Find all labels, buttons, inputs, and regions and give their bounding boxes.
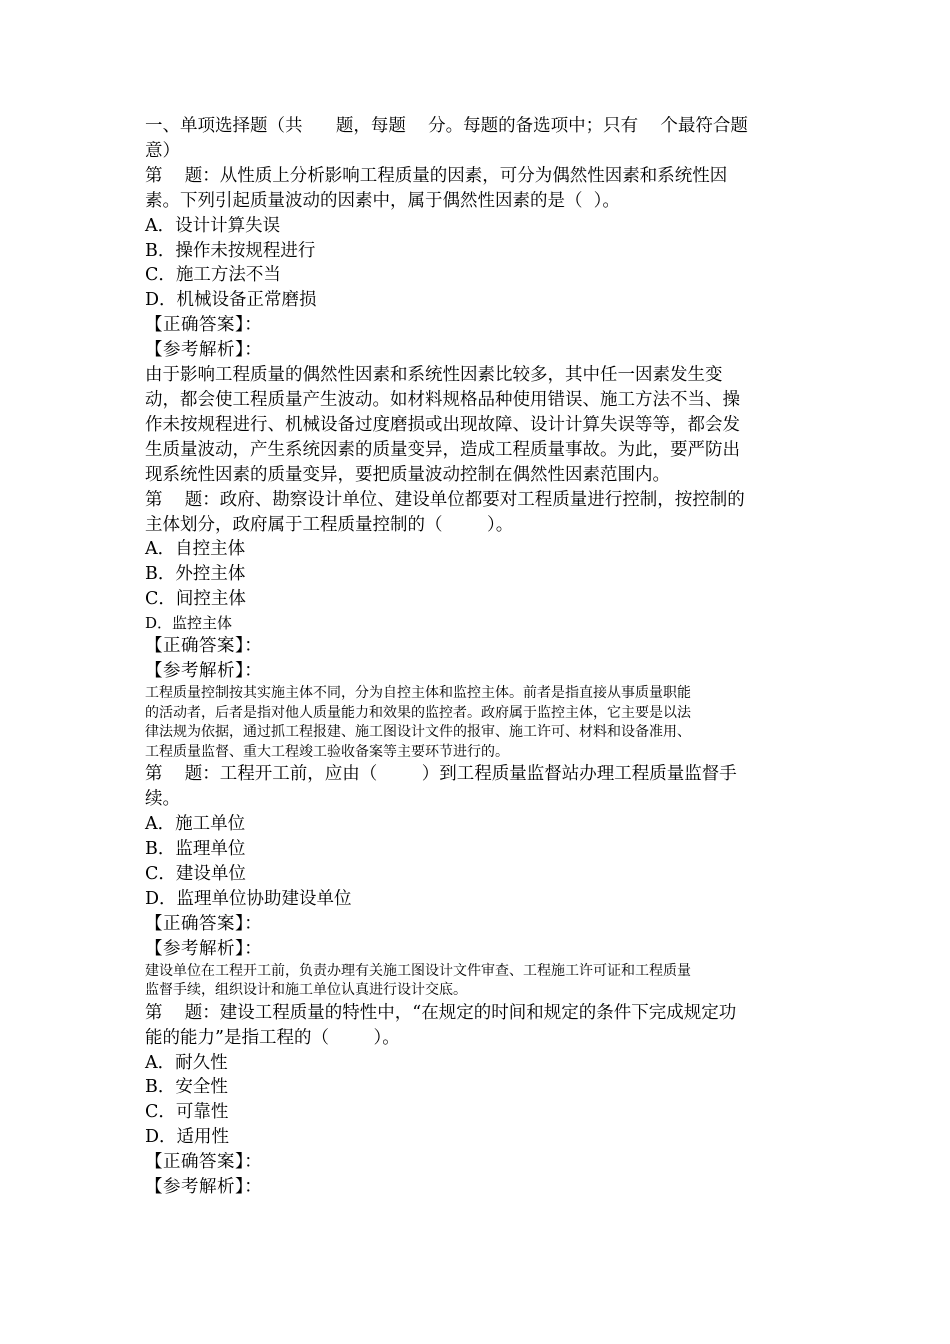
question-stem-line: 素。下列引起质量波动的因素中，属于偶然性因素的是（ ）。	[145, 190, 620, 211]
document-page	[145, 114, 810, 1200]
analysis-line: 生质量波动，产生系统因素的质量变异，造成工程质量事故。为此，要严防出	[145, 439, 740, 460]
option-b: B．外控主体	[145, 564, 246, 585]
question-stem-line: 第 题：政府、勘察设计单位、建设单位都要对工程质量进行控制，按控制的	[145, 489, 745, 510]
option-c: C．可靠性	[145, 1102, 229, 1123]
answer-label: 【正确答案】：	[145, 636, 263, 657]
question-stem-line: 主体划分，政府属于工程质量控制的（ ）。	[145, 514, 514, 535]
question-stem-line: 续。	[145, 789, 180, 810]
option-b: B．监理单位	[145, 839, 246, 860]
analysis-label: 【参考解析】：	[145, 661, 263, 682]
analysis-label: 【参考解析】：	[145, 1177, 263, 1198]
analysis-line: 工程质量控制按其实施主体不同，分为自控主体和监控主体。前者是指直接从事质量职能	[145, 684, 691, 701]
option-a: A．自控主体	[145, 539, 246, 560]
option-d: D．适用性	[145, 1127, 230, 1148]
answer-label: 【正确答案】：	[145, 913, 263, 934]
analysis-line: 动，都会使工程质量产生波动。如材料规格品种使用错误、施工方法不当、操	[145, 389, 740, 410]
question-3	[145, 762, 810, 1000]
analysis-line: 监督手续，组织设计和施工单位认真进行设计交底。	[145, 982, 467, 999]
question-1	[145, 164, 810, 488]
section-heading	[145, 114, 810, 164]
question-stem-line: 第 题：工程开工前，应由（ ）到工程质量监督站办理工程质量监督手	[145, 764, 737, 785]
section-heading-line: 意）	[145, 140, 180, 161]
option-b: B．操作未按规程进行	[145, 240, 316, 261]
analysis-line: 现系统性因素的质量变异，要把质量波动控制在偶然性因素范围内。	[145, 464, 670, 485]
option-b: B．安全性	[145, 1077, 228, 1098]
analysis-line: 的活动者，后者是指对他人质量能力和效果的监控者。政府属于监控主体，它主要是以法	[145, 704, 691, 721]
question-stem-line: 第 题：从性质上分析影响工程质量的因素，可分为偶然性因素和系统性因	[145, 165, 728, 186]
option-a: A．施工单位	[145, 814, 246, 835]
option-d: D．机械设备正常磨损	[145, 290, 317, 311]
option-d: D．监理单位协助建设单位	[145, 888, 352, 909]
answer-label: 【正确答案】：	[145, 315, 263, 336]
analysis-line: 由于影响工程质量的偶然性因素和系统性因素比较多，其中任一因素发生变	[145, 365, 723, 386]
question-stem-line: 第 题：建设工程质量的特性中，“在规定的时间和规定的条件下完成规定功	[145, 1002, 737, 1023]
option-a: A．设计计算失误	[145, 215, 281, 236]
analysis-line: 律法规为依据，通过抓工程报建、施工图设计文件的报审、施工许可、材料和设备准用、	[145, 724, 691, 741]
analysis-line: 作未按规程进行、机械设备过度磨损或出现故障、设计计算失误等等，都会发	[145, 414, 740, 435]
option-d: D．监控主体	[145, 614, 233, 633]
option-c: C．建设单位	[145, 863, 246, 884]
option-a: A．耐久性	[145, 1052, 228, 1073]
analysis-line: 工程质量监督、重大工程竣工验收备案等主要环节进行的。	[145, 743, 509, 760]
question-stem-line: 能的能力”是指工程的（ ）。	[145, 1027, 400, 1048]
analysis-line: 建设单位在工程开工前，负责办理有关施工图设计文件审查、工程施工许可证和工程质量	[145, 962, 691, 979]
question-4	[145, 1001, 810, 1200]
analysis-label: 【参考解析】：	[145, 938, 263, 959]
section-heading-line: 一、单项选择题（共 题，每题 分。每题的备选项中；只有 个最符合题	[145, 116, 748, 136]
option-c: C．施工方法不当	[145, 265, 281, 286]
answer-label: 【正确答案】：	[145, 1152, 263, 1173]
analysis-label: 【参考解析】：	[145, 340, 263, 361]
question-2	[145, 488, 810, 763]
option-c: C．间控主体	[145, 589, 246, 610]
